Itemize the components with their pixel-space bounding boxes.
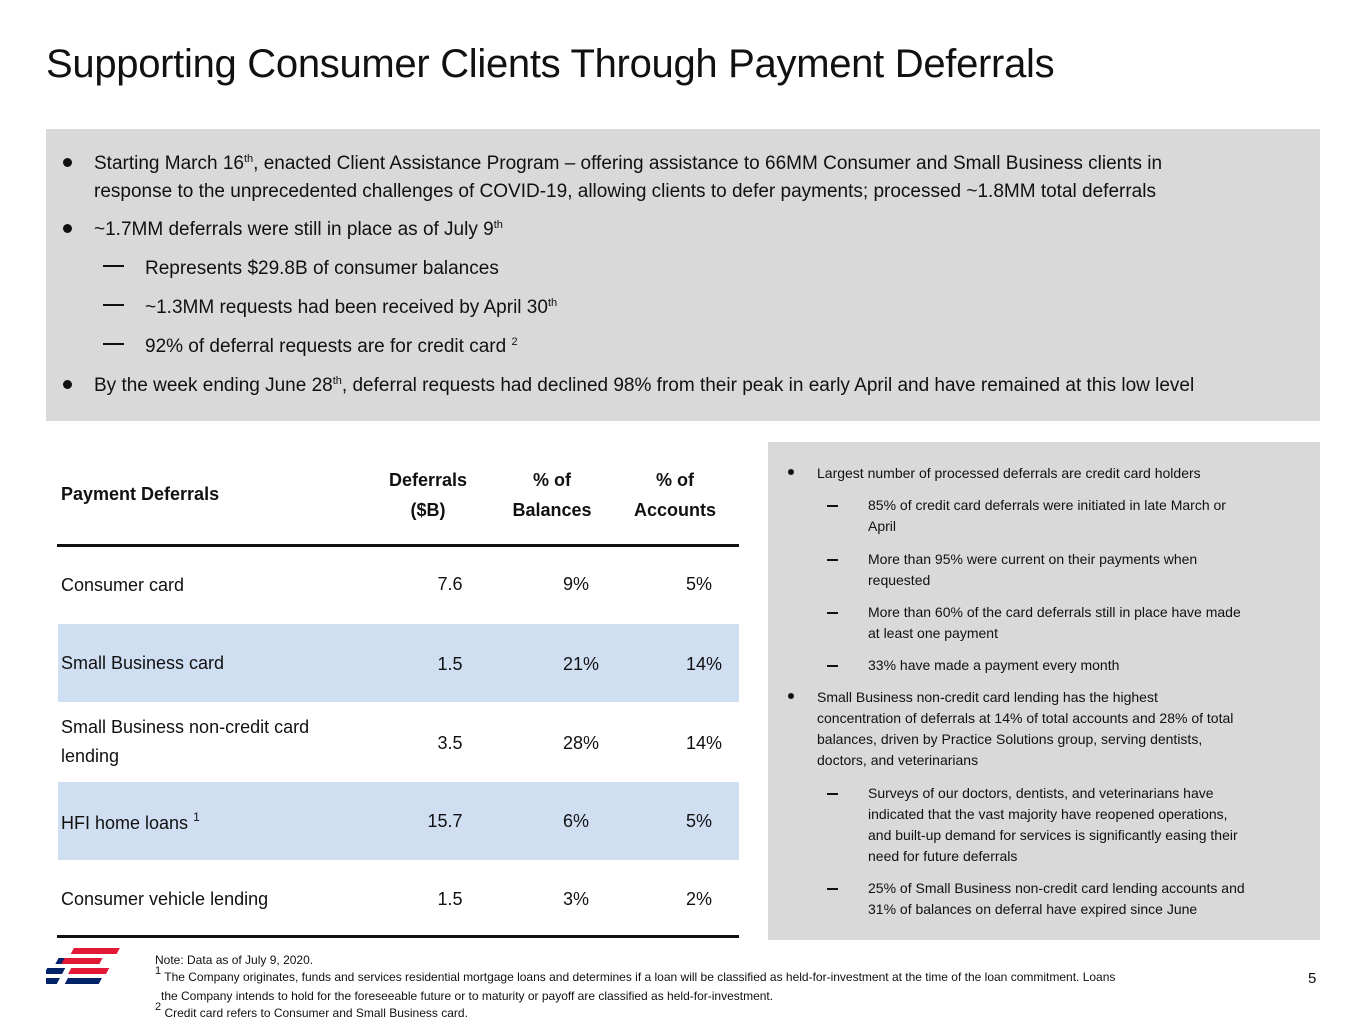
commentary-subbullet: 33% have made a payment every month bbox=[868, 657, 1120, 673]
row-deferrals: 7.6 bbox=[437, 574, 463, 594]
dash-icon bbox=[103, 343, 124, 345]
row-balances: 3% bbox=[562, 889, 589, 909]
row-deferrals: 1.5 bbox=[437, 889, 463, 909]
summary-subbullet-1: Represents $29.8B of consumer balances bbox=[145, 258, 499, 279]
row-deferrals: 15.7 bbox=[427, 811, 463, 831]
summary-bullet-2: ~1.7MM deferrals were still in place as of July 9th bbox=[94, 219, 503, 240]
table-row bbox=[58, 782, 739, 860]
row-accounts: 2% bbox=[685, 889, 712, 909]
dash-icon bbox=[103, 304, 124, 306]
column-header-deferrals: Deferrals ($B) bbox=[388, 470, 468, 520]
dash-icon bbox=[827, 665, 838, 667]
table-row bbox=[58, 703, 739, 780]
commentary-bullet-1: Largest number of processed deferrals are credit card holders bbox=[817, 465, 1201, 481]
row-category: Small Business card bbox=[61, 653, 225, 673]
row-accounts: 14% bbox=[685, 654, 723, 674]
row-accounts: 5% bbox=[685, 574, 712, 594]
column-header-balances: % of Balances bbox=[512, 470, 592, 520]
dash-icon bbox=[827, 888, 838, 890]
bullet-icon bbox=[63, 380, 72, 389]
dash-icon bbox=[103, 265, 124, 267]
table-row bbox=[58, 861, 739, 935]
commentary-subbullet: 25% of Small Business non-credit card lending accounts and 31% of balances on deferral have expired since June bbox=[868, 880, 1245, 917]
table-top-rule bbox=[57, 544, 739, 547]
row-deferrals: 1.5 bbox=[437, 654, 463, 674]
row-category: Small Business non-credit card lending bbox=[61, 717, 310, 766]
summary-panel bbox=[46, 129, 1320, 421]
dash-icon bbox=[827, 505, 838, 507]
footnote-1: $^1$ The Company originates, funds and services residential mortgage loans and determines if a loan will be classified as held-for-investment at the time of the loan commitment. Loans the Company intends to hold for the foreseeable future or to maturity or payoff are classified as held-for-investment. bbox=[155, 965, 1116, 1003]
row-balances: 21% bbox=[562, 654, 600, 674]
row-deferrals: 3.5 bbox=[437, 733, 463, 753]
page-number: 5 bbox=[1308, 970, 1317, 987]
table-header-label: Payment Deferrals bbox=[61, 484, 220, 504]
row-accounts: 14% bbox=[685, 733, 723, 753]
page-title: Supporting Consumer Clients Through Payment Deferrals bbox=[46, 42, 1055, 86]
row-category: HFI home loans $^1$ bbox=[61, 810, 200, 833]
summary-subbullet-2: ~1.3MM requests had been received by April 30th bbox=[145, 297, 558, 318]
row-balances: 6% bbox=[562, 811, 589, 831]
commentary-subbullet: More than 60% of the card deferrals still in place have made at least one payment bbox=[868, 604, 1241, 641]
summary-subbullet-3: 92% of deferral requests are for credit card $^2$ bbox=[145, 336, 518, 357]
column-header-accounts: % of Accounts bbox=[633, 470, 716, 520]
dash-icon bbox=[827, 612, 838, 614]
bank-flag-logo-icon bbox=[46, 944, 138, 994]
commentary-subbullet: Surveys of our doctors, dentists, and veterinarians have indicated that the vast majority have reopened operations, and built-up demand for services is significantly easing their need for future deferrals bbox=[868, 785, 1238, 864]
table-row bbox=[58, 548, 739, 622]
bullet-icon bbox=[788, 693, 794, 699]
commentary-subbullet: 85% of credit card deferrals were initiated in late March or April bbox=[868, 497, 1226, 534]
bullet-icon bbox=[63, 224, 72, 233]
footnote-2: $^2$ Credit card refers to Consumer and Small Business card. bbox=[155, 1001, 468, 1020]
row-accounts: 5% bbox=[685, 811, 712, 831]
commentary-bullet-2: Small Business non-credit card lending has the highest concentration of deferrals at 14% of total accounts and 28% of total balances, driven by Practice Solutions group, serving dentists, doctors, and veterinarians bbox=[817, 689, 1234, 768]
summary-bullet-3: By the week ending June 28th, deferral requests had declined 98% from their peak in early April and have remained at this low level bbox=[94, 375, 1195, 396]
footnote-note: Note: Data as of July 9, 2020. bbox=[155, 953, 314, 967]
table-row bbox=[58, 624, 739, 702]
dash-icon bbox=[827, 559, 838, 561]
row-balances: 28% bbox=[562, 733, 600, 753]
commentary-subbullet: More than 95% were current on their payments when requested bbox=[868, 551, 1198, 588]
summary-bullet-1: Starting March 16th, enacted Client Assistance Program – offering assistance to 66MM Consumer and Small Business clients in response to the unprecedented challenges of COVID-19, allowing clients to defer payments; processed ~1.8MM total deferrals bbox=[94, 153, 1163, 202]
row-balances: 9% bbox=[562, 574, 589, 594]
bullet-icon bbox=[63, 158, 72, 167]
commentary-panel bbox=[768, 442, 1320, 940]
dash-icon bbox=[827, 793, 838, 795]
row-category: Consumer vehicle lending bbox=[61, 889, 269, 909]
table-bottom-rule bbox=[57, 935, 739, 938]
bullet-icon bbox=[788, 469, 794, 475]
row-category: Consumer card bbox=[61, 575, 185, 595]
